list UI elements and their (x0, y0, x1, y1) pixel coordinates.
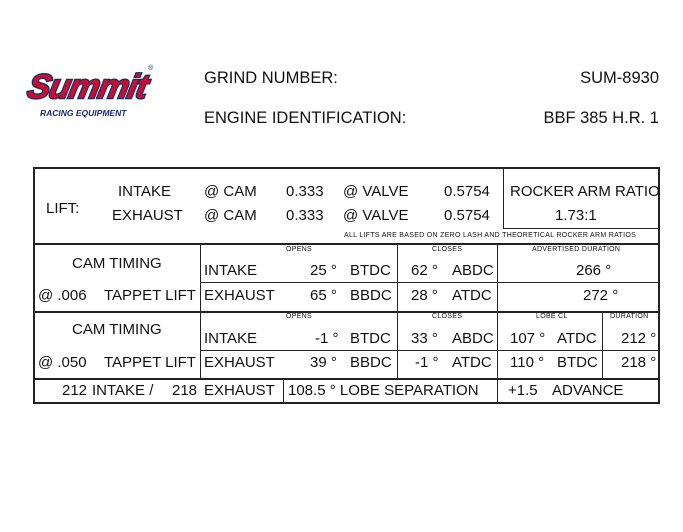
timing050-exhaust-open-ref: BBDC (350, 354, 392, 371)
summary-exhaust-value: 218 (172, 382, 198, 399)
timing006-intake-open: 25 ° (310, 262, 337, 279)
summary-advance-value: +1.5 (508, 382, 538, 399)
timing050-intake-duration: 212 ° (621, 330, 657, 347)
lift-intake-valve-value: 0.5754 (444, 183, 490, 200)
timing050-at: @ .050 (38, 354, 87, 371)
timing050-duration-header: DURATION (610, 313, 649, 320)
timing050-exhaust-lobe: 110 ° (510, 354, 545, 371)
timing050-exhaust-close-ref: ATDC (452, 354, 492, 371)
lift-intake-label: INTAKE (118, 183, 172, 200)
timing006-opens-header: OPENS (286, 246, 313, 253)
timing050-intake-close: 33 ° (411, 330, 438, 347)
timing006-exhaust-open: 65 ° (310, 287, 337, 304)
summary-intake-value: 212 (62, 382, 88, 399)
timing050-exhaust-label: EXHAUST (204, 354, 275, 371)
timing006-intake-duration: 266 ° (576, 262, 612, 279)
timing050-intake-lobe: 107 ° (510, 330, 546, 347)
timing006-closes-header: CLOSES (432, 246, 463, 253)
summary-exhaust-label: EXHAUST (204, 382, 275, 399)
lift-exhaust-valve-value: 0.5754 (444, 207, 490, 224)
grind-value: SUM-8930 (580, 69, 659, 87)
timing050-intake-close-ref: ABDC (452, 330, 494, 347)
timing006-sub: TAPPET LIFT (104, 287, 196, 304)
lift-exhaust-label: EXHAUST (112, 207, 183, 224)
registered-mark: ® (148, 65, 154, 72)
lift-exhaust-cam-label: @ CAM (204, 207, 257, 224)
timing006-exhaust-label: EXHAUST (204, 287, 275, 304)
grind-label: GRIND NUMBER: (204, 69, 338, 87)
lift-intake-cam-label: @ CAM (204, 183, 257, 200)
timing050-opens-header: OPENS (286, 313, 313, 320)
timing050-intake-label: INTAKE (204, 330, 258, 347)
lift-intake-valve-label: @ VALVE (343, 183, 409, 200)
rocker-ratio-value: 1.73:1 (555, 207, 597, 224)
timing006-exhaust-close-ref: ATDC (452, 287, 492, 304)
timing050-exhaust-open: 39 ° (310, 354, 337, 371)
timing006-duration-header: ADVERTISED DURATION (532, 246, 621, 253)
lift-note: ALL LIFTS ARE BASED ON ZERO LASH AND THEORETICAL ROCKER ARM RATIOS (344, 232, 637, 239)
lift-exhaust-valve-label: @ VALVE (343, 207, 409, 224)
timing006-exhaust-close: 28 ° (411, 287, 438, 304)
timing050-exhaust-duration: 218 ° (621, 354, 657, 371)
summit-logo (20, 60, 158, 122)
timing006-exhaust-duration: 272 ° (583, 287, 619, 304)
timing006-intake-open-ref: BTDC (350, 262, 391, 279)
timing050-title: CAM TIMING (72, 321, 162, 338)
summary-intake-label: INTAKE / (92, 382, 154, 399)
timing050-exhaust-lobe-ref: BTDC (557, 354, 598, 371)
timing050-closes-header: CLOSES (432, 313, 463, 320)
timing050-sub: TAPPET LIFT (104, 354, 196, 371)
timing050-intake-open: -1 ° (315, 330, 339, 347)
timing006-intake-close-ref: ABDC (452, 262, 494, 279)
lift-label: LIFT: (46, 200, 80, 217)
logo-tagline: RACING EQUIPMENT (40, 108, 127, 118)
lift-exhaust-cam-value: 0.333 (286, 207, 324, 224)
engine-value: BBF 385 H.R. 1 (543, 109, 659, 127)
timing006-intake-close: 62 ° (411, 262, 438, 279)
timing006-title: CAM TIMING (72, 255, 162, 272)
lift-intake-cam-value: 0.333 (286, 183, 324, 200)
summary-advance-label: ADVANCE (552, 382, 624, 399)
timing050-intake-lobe-ref: ATDC (557, 330, 597, 347)
timing050-intake-open-ref: BTDC (350, 330, 391, 347)
summary-lobe-separation: 108.5 ° LOBE SEPARATION (288, 382, 479, 399)
logo-wordmark: Summit (24, 68, 151, 106)
timing050-exhaust-close: -1 ° (415, 354, 439, 371)
timing050-lobe-header: LOBE CL (536, 313, 568, 320)
timing006-at: @ .006 (38, 287, 87, 304)
rocker-ratio-label: ROCKER ARM RATIO (510, 183, 660, 200)
timing006-exhaust-open-ref: BBDC (350, 287, 392, 304)
engine-label: ENGINE IDENTIFICATION: (204, 109, 407, 127)
timing006-intake-label: INTAKE (204, 262, 258, 279)
